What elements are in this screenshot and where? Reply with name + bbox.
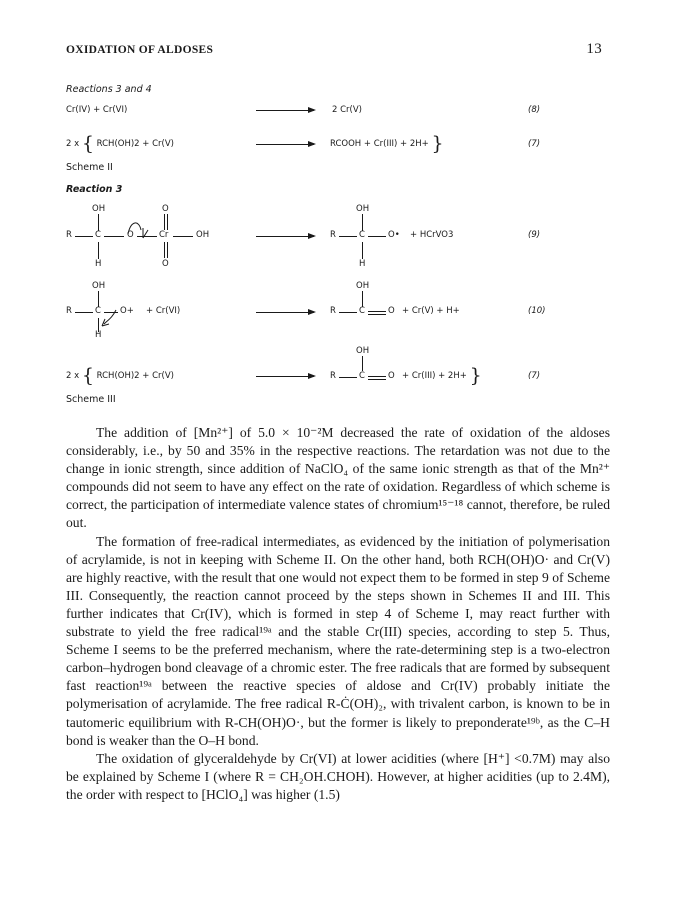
body-text bbox=[66, 424, 610, 804]
bond bbox=[164, 214, 165, 230]
right-brace: } bbox=[431, 132, 444, 155]
eq10-left-tail: + Cr(VI) bbox=[146, 306, 181, 316]
r-label: R bbox=[330, 230, 336, 240]
r-label: R bbox=[66, 230, 72, 240]
bond bbox=[368, 376, 386, 377]
c-label: C bbox=[359, 371, 365, 381]
eq8-right: 2 Cr(V) bbox=[332, 105, 362, 115]
oh-label: OH bbox=[356, 346, 370, 356]
eq7-right: RCOOH + Cr(III) + 2H+ bbox=[330, 139, 429, 149]
oh-label: OH bbox=[356, 204, 370, 214]
c-label: C bbox=[95, 230, 101, 240]
c-label: C bbox=[359, 230, 365, 240]
h-label: H bbox=[359, 259, 366, 269]
paragraph: The addition of [Mn²⁺] of 5.0 × 10⁻²M decreased the rate of oxidation of the aldoses considerably, i.e., by 50 and 35% in the respective reactions. The retardation was not due to the change in ionic strength, since addition of NaClO₄ of the same ionic strength as that of the Mn²⁺ compounds did not seem to have any effect on the rate of oxidation. Regardless of which scheme is correct, the participation of intermediate valence states of chromium¹⁵⁻¹⁸ cannot, therefore, be ruled out. bbox=[66, 425, 610, 531]
bond bbox=[362, 214, 363, 231]
eq10-number: (10) bbox=[528, 306, 546, 316]
electron-shift-arrow-icon bbox=[125, 218, 155, 248]
eq9-right-tail: + HCrVO3 bbox=[410, 230, 454, 240]
oh-label: OH bbox=[356, 281, 370, 291]
running-header bbox=[66, 41, 602, 64]
bond bbox=[75, 236, 93, 237]
reaction-arrow bbox=[256, 144, 314, 145]
oh-label: OH bbox=[92, 204, 106, 214]
reactions-heading: Reactions 3 and 4 bbox=[66, 84, 152, 95]
eq7b-right-line bbox=[402, 364, 482, 387]
bond bbox=[167, 242, 168, 258]
eq7b-right: + Cr(III) + 2H+ bbox=[402, 371, 467, 381]
left-brace: { bbox=[81, 132, 94, 155]
bond bbox=[362, 291, 363, 307]
bond bbox=[362, 356, 363, 371]
eq7b-prefix: 2 x bbox=[66, 371, 80, 381]
h-label: H bbox=[95, 330, 102, 340]
bond bbox=[368, 379, 386, 380]
eq10-right-tail: + Cr(V) + H+ bbox=[402, 306, 460, 316]
bond bbox=[104, 236, 124, 237]
bond bbox=[368, 311, 386, 312]
c-label: C bbox=[95, 306, 101, 316]
eq7-left-line bbox=[66, 132, 174, 155]
bond bbox=[339, 236, 357, 237]
eq7b-number: (7) bbox=[528, 371, 541, 381]
bond bbox=[362, 242, 363, 259]
bond bbox=[339, 312, 357, 313]
r-label: R bbox=[330, 306, 336, 316]
reaction-arrow bbox=[256, 376, 314, 377]
paragraph: The oxidation of glyceraldehyde by Cr(VI) at lower acidities (where [H⁺] <0.7M) may also be explained by Scheme I (where R = CH₂OH.CHOH). However, at higher acidities (up to 2.4M), the order with respect to [HClO₄] was higher (1.5) bbox=[66, 750, 610, 802]
cr-label: Cr bbox=[159, 230, 169, 240]
eq7-right-line bbox=[330, 132, 444, 155]
scheme-ii-caption: Scheme II bbox=[66, 162, 113, 173]
o-label: O bbox=[162, 259, 169, 269]
eq7-prefix: 2 x bbox=[66, 139, 80, 149]
scheme-iii-caption: Scheme III bbox=[66, 394, 116, 405]
reaction-3-heading: Reaction 3 bbox=[66, 184, 123, 195]
reaction-arrow bbox=[256, 312, 314, 313]
paragraph: The formation of free-radical intermediates, as evidenced by the initiation of polymerisation of acrylamide, is not in keeping with Scheme II. On the other hand, both RCH(OH)O· and Cr(V) are highly reactive, with the result that one would not expect them to be formed in step 9 of Scheme III. Consequently, the reaction cannot proceed by the steps shown in Schemes II and III. This further indicates that Cr(IV), which is formed in step 4 of Scheme I, may react further with substrate to yield the free radical¹⁹ᵃ and the stable Cr(III) species, according to step 5. Thus, Scheme I seems to be the preferred mechanism, where the rate-determining step is a two-electron carbon–hydrogen bond cleavage of a chromic ester. The free radicals that are formed by subsequent fast reaction¹⁹ᵃ between the reactive species of aldose and Cr(IV) probably initiate the polymerisation of acrylamide. The free radical R-Ċ(OH)₂, with trivalent carbon, is known to be in tautomeric equilibrium with R-CH(OH)O·, but the former is likely to preponderate¹⁹ᵇ, as the C–H bond is weaker than the O–H bond. bbox=[66, 533, 610, 748]
left-brace: { bbox=[81, 364, 94, 387]
oh-label: OH bbox=[196, 230, 210, 240]
oh-label: OH bbox=[92, 281, 106, 291]
eq7b-left: RCH(OH)2 + Cr(V) bbox=[96, 371, 174, 381]
r-label: R bbox=[330, 371, 336, 381]
reaction-arrow bbox=[256, 236, 314, 237]
h-label: H bbox=[95, 259, 102, 269]
bond bbox=[164, 242, 165, 258]
o-label: O bbox=[388, 306, 395, 316]
reaction-arrow bbox=[256, 110, 314, 111]
o-label: O bbox=[162, 204, 169, 214]
eq9-number: (9) bbox=[528, 230, 541, 240]
eq7-left: RCH(OH)2 + Cr(V) bbox=[96, 139, 174, 149]
bond bbox=[173, 236, 193, 237]
o-radical-label: O• bbox=[388, 230, 400, 240]
o-label: O bbox=[388, 371, 395, 381]
c-label: C bbox=[359, 306, 365, 316]
bond bbox=[98, 242, 99, 259]
bond bbox=[98, 291, 99, 307]
page-number: 13 bbox=[586, 41, 602, 57]
eq8-left: Cr(IV) + Cr(VI) bbox=[66, 105, 128, 115]
right-brace: } bbox=[469, 364, 482, 387]
eq7-number: (7) bbox=[528, 139, 541, 149]
bond bbox=[368, 314, 386, 315]
o-label: O bbox=[127, 230, 134, 240]
bond bbox=[75, 312, 93, 313]
bond bbox=[167, 214, 168, 230]
bond bbox=[339, 377, 357, 378]
eq8-number: (8) bbox=[528, 105, 541, 115]
electron-shift-arrow-icon bbox=[100, 308, 122, 330]
bond bbox=[98, 214, 99, 231]
eq7b-left-line bbox=[66, 364, 174, 387]
running-title: OXIDATION OF ALDOSES bbox=[66, 44, 214, 56]
r-label: R bbox=[66, 306, 72, 316]
bond bbox=[368, 236, 386, 237]
oxonium-label: O+ bbox=[120, 306, 134, 316]
